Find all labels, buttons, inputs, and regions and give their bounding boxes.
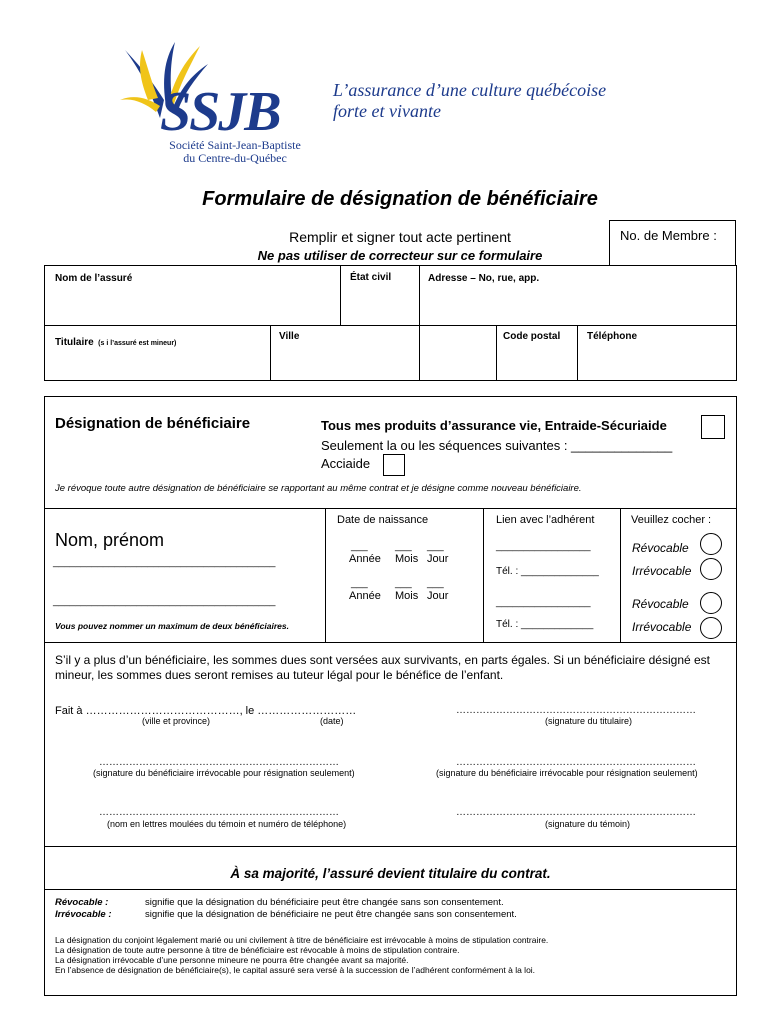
- logo-acronym: SSJB: [160, 81, 280, 143]
- instructions-line2: Ne pas utiliser de correcteur sur ce formulaire: [257, 248, 543, 263]
- beneficiary-2-day-input[interactable]: ___: [427, 578, 444, 589]
- definition-irrevocable-text: signifie que la désignation de bénéficiaire ne peut être changée sans son consentement.: [145, 909, 517, 920]
- month-label: Mois: [395, 590, 419, 602]
- beneficiary-1-year-input[interactable]: ___: [351, 541, 368, 552]
- legal-note: La désignation du conjoint légalement marié ou uni civilement à titre de bénéficiaire est irrévocable à moins de stipulation contraire.: [55, 935, 549, 945]
- date-caption: (date): [320, 716, 344, 726]
- civil-status-label: État civil: [350, 272, 392, 283]
- revocable-label: Révocable: [632, 597, 689, 611]
- member-number-field[interactable]: [609, 220, 736, 266]
- legal-note: La désignation irrévocable d’une personne mineure ne pourra être changée avant sa majorité.: [55, 955, 409, 965]
- phone-label: Téléphone: [587, 331, 638, 342]
- city-province-caption: (ville et province): [142, 716, 211, 726]
- revoke-statement: Je révoque toute autre désignation de bénéficiaire se rapportant au même contrat et je désigne comme nouveau bénéficiaire.: [55, 483, 582, 494]
- beneficiary-1-irrevocable-radio[interactable]: [700, 558, 722, 580]
- beneficiary-1-month-input[interactable]: ___: [395, 541, 412, 552]
- holder-signature-line[interactable]: ………………………………………………………………: [456, 705, 696, 716]
- legal-note: La désignation de toute autre personne à titre de bénéficiaire est révocable à moins de stipulation contraire.: [55, 945, 460, 955]
- beneficiary-1-revocable-radio[interactable]: [700, 533, 722, 555]
- slogan: [333, 80, 606, 122]
- definition-revocable-text: signifie que la désignation du bénéficiaire peut être changée sans son consentement.: [145, 897, 504, 908]
- beneficiary-2-year-input[interactable]: ___: [351, 578, 368, 589]
- beneficiary-1-tel-input[interactable]: Tél. : ______________: [496, 566, 599, 577]
- day-label: Jour: [427, 553, 449, 565]
- day-label: Jour: [427, 590, 449, 602]
- irrevocable-signature-caption-2: (signature du bénéficiaire irrévocable pour résignation seulement): [436, 768, 698, 778]
- fait-a-field[interactable]: Fait à ……………………………………, le ………………………: [55, 705, 357, 717]
- all-products-option: Tous mes produits d’assurance vie, Entraide-Sécuriaide: [321, 418, 667, 433]
- legal-note: En l’absence de désignation de bénéficiaire(s), le capital assuré sera versé à la succession de l’adhérent conformément à la loi.: [55, 965, 536, 975]
- irrevocable-label: Irrévocable: [632, 564, 692, 578]
- member-number-label: No. de Membre :: [620, 228, 717, 243]
- holder-signature-caption: (signature du titulaire): [545, 716, 633, 726]
- form-title: Formulaire de désignation de bénéficiaire: [202, 188, 598, 210]
- year-label: Année: [349, 553, 381, 565]
- witness-name-caption: (nom en lettres moulées du témoin et numéro de téléphone): [107, 819, 347, 829]
- witness-signature-caption: (signature du témoin): [545, 819, 631, 829]
- instructions-line1: Remplir et signer tout acte pertinent: [289, 229, 511, 245]
- postal-code-label: Code postal: [503, 331, 561, 342]
- max-beneficiaries-note: Vous pouvez nommer un maximum de deux bénéficiaires.: [55, 621, 289, 631]
- witness-signature-line[interactable]: ………………………………………………………………: [456, 807, 696, 818]
- beneficiary-2-revocable-radio[interactable]: [700, 592, 722, 614]
- holder-note: (s i l’assuré est mineur): [98, 340, 177, 347]
- irrevocable-signature-caption-1: (signature du bénéficiaire irrévocable pour résignation seulement): [93, 768, 355, 778]
- acciaide-checkbox[interactable]: [383, 454, 405, 476]
- beneficiary-2-tel-input[interactable]: Tél. : _____________: [496, 619, 594, 630]
- irrevocable-signature-line-2[interactable]: ………………………………………………………………: [456, 757, 696, 768]
- all-products-checkbox[interactable]: [701, 415, 725, 439]
- irrevocable-label: Irrévocable: [632, 620, 692, 634]
- check-label: Veuillez cocher :: [631, 514, 712, 526]
- witness-name-line[interactable]: ………………………………………………………………: [99, 807, 339, 818]
- irrevocable-signature-line-1[interactable]: ………………………………………………………………: [99, 757, 339, 768]
- logo-org-line2: du Centre-du-Québec: [183, 151, 287, 165]
- slogan-line1: L’assurance d’une culture québécoise: [333, 80, 607, 100]
- beneficiary-1-name-input[interactable]: ________________________________________: [53, 557, 276, 568]
- definition-irrevocable-term: Irrévocable :: [55, 909, 112, 920]
- city-label: Ville: [279, 331, 300, 342]
- majority-statement: À sa majorité, l’assuré devient titulaire du contrat.: [230, 866, 551, 881]
- acciaide-option: Acciaide: [321, 456, 371, 471]
- beneficiary-1-day-input[interactable]: ___: [427, 541, 444, 552]
- dob-label: Date de naissance: [337, 514, 429, 526]
- beneficiary-2-name-input[interactable]: ________________________________________: [53, 596, 276, 607]
- survivors-note: S’il y a plus d’un bénéficiaire, les sommes dues sont versées aux survivants, en parts égales. Si un bénéficiaire désigné est mineur, les sommes dues seront remises au tuteur légal pour le bénéfice de l’enfant.: [55, 653, 711, 682]
- beneficiary-2-month-input[interactable]: ___: [395, 578, 412, 589]
- relation-label: Lien avec l’adhérent: [496, 514, 595, 526]
- holder-label-text: Titulaire: [55, 337, 94, 348]
- sequences-option: Seulement la ou les séquences suivantes : ______________: [321, 438, 673, 453]
- month-label: Mois: [395, 553, 419, 565]
- beneficiary-1-relation-input[interactable]: _________________: [496, 541, 591, 552]
- beneficiary-2-irrevocable-radio[interactable]: [700, 617, 722, 639]
- address-label: Adresse – No, rue, app.: [428, 273, 540, 284]
- definition-revocable-term: Révocable :: [55, 897, 109, 908]
- year-label: Année: [349, 590, 381, 602]
- logo: [120, 40, 320, 165]
- beneficiary-2-relation-input[interactable]: _________________: [496, 597, 591, 608]
- slogan-line2: forte et vivante: [333, 101, 441, 121]
- insured-name-label: Nom de l’assuré: [55, 273, 133, 284]
- logo-org-line1: Société Saint-Jean-Baptiste: [169, 138, 301, 152]
- designation-title: Désignation de bénéficiaire: [55, 415, 251, 432]
- holder-label: [55, 332, 176, 350]
- revocable-label: Révocable: [632, 541, 689, 555]
- beneficiary-name-heading: Nom, prénom: [55, 530, 165, 550]
